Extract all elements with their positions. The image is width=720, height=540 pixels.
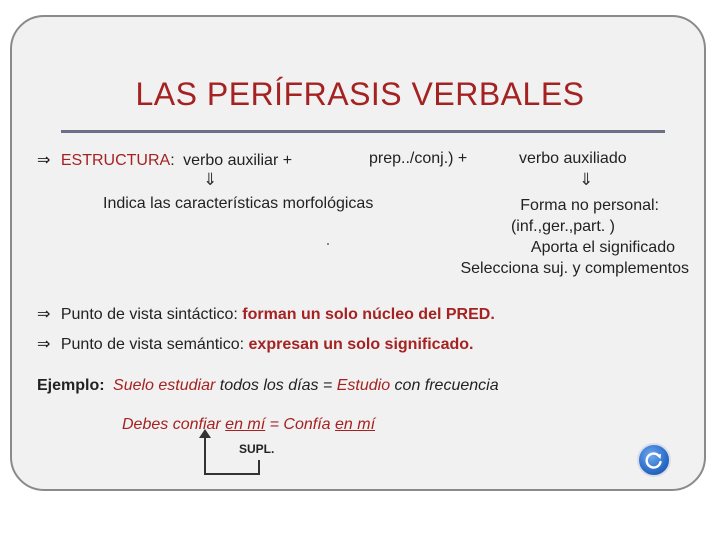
bullet-arrow: ⇒ bbox=[37, 336, 51, 353]
down-arrow-left: ⇓ bbox=[203, 170, 218, 189]
bullet-arrow: ⇒ bbox=[37, 152, 51, 169]
auxiliary-verb: verbo auxiliar + bbox=[183, 152, 293, 169]
main-verb-notes bbox=[460, 195, 689, 279]
bracket-line bbox=[204, 433, 206, 475]
stray-dot bbox=[327, 243, 329, 245]
note-line: Aporta el significado bbox=[530, 239, 675, 256]
aux-note: Indica las características morfológicas bbox=[103, 195, 374, 212]
bracket-line bbox=[204, 473, 260, 475]
syntactic-emphasis: forman un solo núcleo del PRED. bbox=[242, 306, 495, 323]
bracket-line bbox=[258, 460, 260, 475]
semantic-point: ⇒ Punto de vista semántico: expresan un solo significado. bbox=[37, 336, 474, 353]
reload-icon bbox=[643, 449, 665, 471]
semantic-emphasis: expresan un solo significado. bbox=[248, 336, 474, 353]
syntactic-point: ⇒ Punto de vista sintáctico: forman un solo núcleo del PRED. bbox=[37, 306, 495, 323]
main-verb: verbo auxiliado bbox=[519, 150, 627, 167]
supl-label: SUPL. bbox=[239, 442, 275, 456]
reload-button[interactable] bbox=[637, 443, 671, 477]
supl-phrase: en mí bbox=[225, 416, 266, 433]
arrowhead-icon bbox=[199, 429, 211, 438]
page-title: LAS PERÍFRASIS VERBALES bbox=[135, 76, 585, 112]
bullet-arrow: ⇒ bbox=[37, 306, 51, 323]
example-line: Ejemplo: Suelo estudiar todos los días = Estudio con frecuencia bbox=[37, 377, 499, 394]
structure-line: ⇒ ESTRUCTURA: verbo auxiliar + bbox=[37, 152, 293, 169]
note-line: (inf.,ger.,part. ) bbox=[510, 218, 615, 235]
title-divider bbox=[61, 130, 665, 133]
note-line: Selecciona suj. y complementos bbox=[460, 260, 689, 277]
note-line: Forma no personal: bbox=[520, 197, 659, 214]
prep-conj: prep../conj.) + bbox=[369, 150, 468, 167]
structure-label: ESTRUCTURA bbox=[60, 152, 171, 169]
down-arrow-right: ⇓ bbox=[579, 170, 594, 189]
example-2: Debes confiar en mí = Confía en mí bbox=[122, 416, 376, 433]
example-label: Ejemplo: bbox=[37, 377, 105, 394]
